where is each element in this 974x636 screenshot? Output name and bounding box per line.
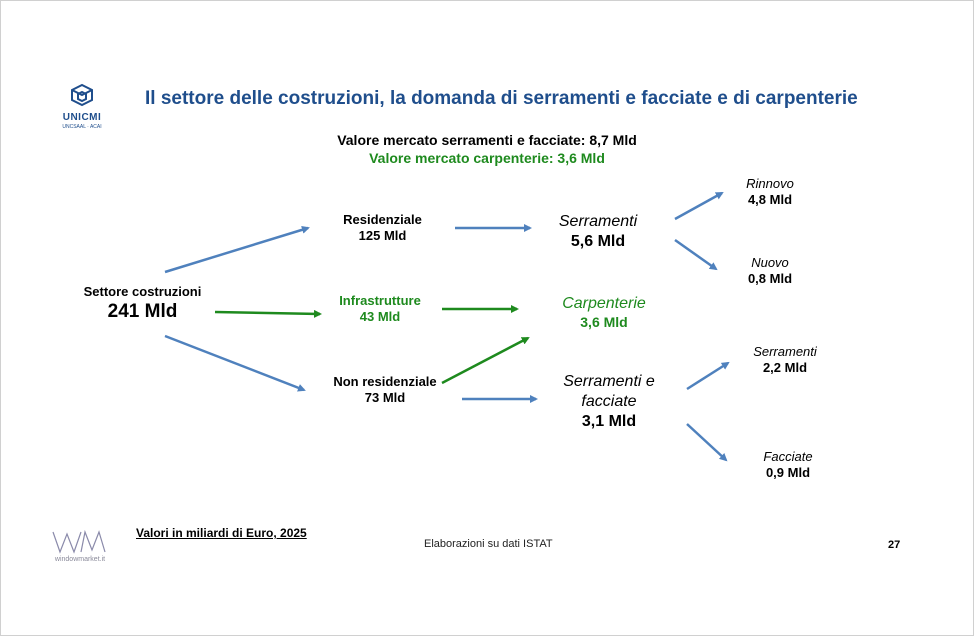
node-non-residenziale xyxy=(320,374,450,407)
node-serramenti xyxy=(540,212,656,252)
node-residenziale xyxy=(325,212,440,245)
node-value: 43 Mld xyxy=(359,309,401,325)
node-facciate xyxy=(748,449,828,482)
node-infrastrutture xyxy=(325,293,435,326)
node-label: Nuovo xyxy=(751,255,789,270)
arrow-root-non-residenziale xyxy=(165,336,304,390)
node-label: Settore costruzioni xyxy=(83,284,202,299)
node-label: Serramenti xyxy=(753,344,817,359)
node-carpenterie xyxy=(540,294,668,332)
node-value: 0,8 Mld xyxy=(747,271,793,287)
logo-subtitle: UNCSAAL · ACAI xyxy=(62,124,102,130)
arrow-serramenti-nuovo xyxy=(675,240,716,269)
node-value: 73 Mld xyxy=(364,390,406,406)
node-label-line1: Serramenti e xyxy=(563,373,655,390)
summary-serramenti-facciate: Valore mercato serramenti e facciate: 8,7 Mld xyxy=(337,132,637,148)
windowmarket-brand: windowmarket.it xyxy=(54,556,106,563)
node-label: Rinnovo xyxy=(746,176,794,191)
node-value: 4,8 Mld xyxy=(747,192,793,208)
node-serramenti-facciate xyxy=(546,372,672,432)
node-nuovo xyxy=(730,255,810,288)
node-value: 3,6 Mld xyxy=(580,314,628,330)
arrow-root-residenziale xyxy=(165,228,308,272)
page-number: 27 xyxy=(888,539,901,551)
node-label: Non residenziale xyxy=(333,374,437,389)
node-value: 125 Mld xyxy=(358,228,407,244)
windowmarket-wm-icon xyxy=(50,528,110,556)
node-value: 241 Mld xyxy=(107,301,178,323)
node-label: Infrastrutture xyxy=(339,293,421,308)
logo-name: UNICMI xyxy=(62,112,102,123)
node-settore-costruzioni xyxy=(70,284,215,324)
node-value: 3,1 Mld xyxy=(581,413,637,430)
source-note: Elaborazioni su dati ISTAT xyxy=(424,538,553,550)
node-rinnovo xyxy=(730,176,810,209)
node-label: Serramenti xyxy=(558,213,638,230)
node-label: Residenziale xyxy=(343,212,422,227)
arrow-root-infrastrutture xyxy=(215,312,320,314)
node-label: Facciate xyxy=(763,449,813,464)
node-value: 2,2 Mld xyxy=(762,360,808,376)
node-value: 5,6 Mld xyxy=(570,233,626,250)
node-serramenti-non-residenziale xyxy=(743,344,827,377)
arrow-nonres-carpenterie xyxy=(442,338,528,383)
arrow-sf-facciate xyxy=(687,424,726,460)
summary-carpenterie: Valore mercato carpenterie: 3,6 Mld xyxy=(369,150,605,166)
node-label: Carpenterie xyxy=(562,295,646,312)
windowmarket-logo xyxy=(50,528,110,566)
node-label-line2: facciate xyxy=(581,393,637,410)
arrow-sf-serramenti xyxy=(687,363,728,389)
units-note: Valori in miliardi di Euro, 2025 xyxy=(136,526,307,540)
arrow-serramenti-rinnovo xyxy=(675,193,722,219)
page-title: Il settore delle costruzioni, la domanda di serramenti e facciate e di carpenterie xyxy=(145,88,858,109)
node-value: 0,9 Mld xyxy=(765,465,811,481)
